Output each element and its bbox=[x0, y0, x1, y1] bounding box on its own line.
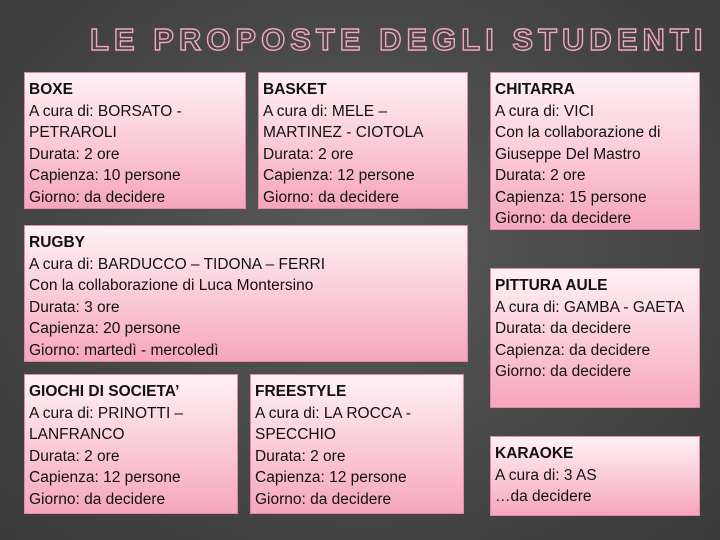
card-collab: Con la collaborazione di Giuseppe Del Mastro bbox=[495, 124, 661, 163]
card-giochi-di-societa bbox=[24, 374, 238, 514]
card-day: …da decidere bbox=[495, 488, 592, 505]
card-capacity: Capienza: 12 persone bbox=[29, 469, 181, 486]
card-rugby bbox=[24, 225, 468, 362]
card-karaoke bbox=[490, 436, 700, 516]
card-duration: Durata: 2 ore bbox=[255, 447, 346, 465]
card-duration: Durata: 2 ore bbox=[29, 145, 120, 163]
card-name: GIOCHI DI SOCIETA’ bbox=[29, 383, 180, 400]
card-curator: A cura di: BORSATO - PETRAROLI bbox=[29, 102, 182, 141]
card-day: Giorno: da decidere bbox=[263, 188, 400, 206]
card-curator: A cura di: GAMBA - GAETA bbox=[495, 298, 685, 316]
card-day: Giorno: da decidere bbox=[29, 490, 166, 508]
page-title: LE PROPOSTE DEGLI STUDENTI bbox=[90, 22, 708, 57]
card-day: Giorno: da decidere bbox=[495, 210, 632, 227]
card-name: PITTURA AULE bbox=[495, 277, 608, 294]
card-collab: Con la collaborazione di Luca Montersino bbox=[29, 277, 314, 294]
card-freestyle bbox=[250, 374, 464, 514]
card-capacity: Capienza: 12 persone bbox=[263, 167, 415, 184]
card-capacity: Capienza: da decidere bbox=[495, 341, 651, 359]
card-name: CHITARRA bbox=[495, 81, 575, 98]
card-day: Giorno: da decidere bbox=[29, 188, 166, 206]
card-duration: Durata: 2 ore bbox=[29, 447, 120, 465]
card-curator: A cura di: LA ROCCA - SPECCHIO bbox=[255, 404, 411, 443]
card-basket bbox=[258, 72, 468, 209]
card-curator: A cura di: PRINOTTI – LANFRANCO bbox=[29, 404, 184, 443]
card-curator: A cura di: 3 AS bbox=[495, 466, 597, 484]
card-boxe bbox=[24, 72, 246, 209]
card-day: Giorno: martedì - mercoledì bbox=[29, 341, 219, 359]
card-name: BASKET bbox=[263, 81, 327, 98]
card-duration: Durata: 2 ore bbox=[263, 145, 354, 163]
card-name: BOXE bbox=[29, 81, 73, 98]
card-day: Giorno: da decidere bbox=[495, 363, 632, 380]
card-day: Giorno: da decidere bbox=[255, 490, 392, 508]
card-name: RUGBY bbox=[29, 234, 85, 251]
card-duration: Durata: 3 ore bbox=[29, 298, 120, 316]
card-name: FREESTYLE bbox=[255, 383, 347, 400]
card-name: KARAOKE bbox=[495, 445, 574, 462]
card-curator: A cura di: VICI bbox=[495, 102, 595, 120]
card-curator: A cura di: BARDUCCO – TIDONA – FERRI bbox=[29, 255, 326, 273]
card-duration: Durata: 2 ore bbox=[495, 167, 586, 184]
card-curator: A cura di: MELE – MARTINEZ - CIOTOLA bbox=[263, 102, 424, 141]
card-capacity: Capienza: 15 persone bbox=[495, 188, 647, 206]
card-chitarra bbox=[490, 72, 700, 230]
card-capacity: Capienza: 10 persone bbox=[29, 167, 181, 184]
card-capacity: Capienza: 20 persone bbox=[29, 320, 181, 337]
card-capacity: Capienza: 12 persone bbox=[255, 469, 407, 486]
card-pittura-aule bbox=[490, 268, 700, 408]
card-duration: Durata: da decidere bbox=[495, 320, 632, 337]
